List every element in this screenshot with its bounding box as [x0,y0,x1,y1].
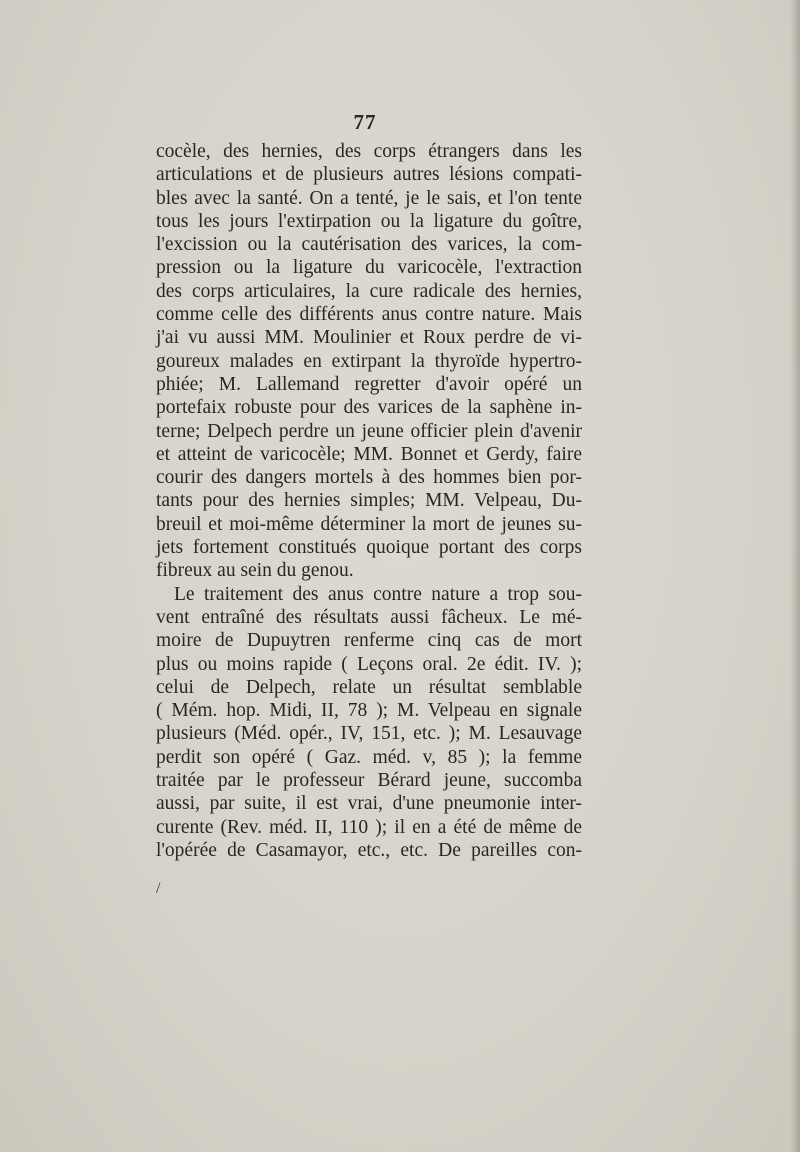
text-line: breuil et moi-même déterminer la mort de jeunes su- [156,513,582,535]
text-line: jets fortement constitués quoique portant des corps [156,537,582,559]
text-line: curente (Rev. méd. II, 110 ); il en a été de même de [156,816,582,838]
text-line: traitée par le professeur Bérard jeune, succomba [156,770,582,792]
text-line: portefaix robuste pour des varices de la saphène in- [156,397,582,419]
text-line: goureux malades en extirpant la thyroïde hypertro- [156,350,582,372]
text-line: phiée; M. Lallemand regretter d'avoir opéré un [156,373,582,395]
text-line: plus ou moins rapide ( Leçons oral. 2e édit. IV. ); [156,653,582,675]
paragraph-start-line: Le traitement des anus contre nature a trop sou- [174,583,582,605]
text-line: moire de Dupuytren renferme cinq cas de mort [156,630,582,652]
text-line: et atteint de varicocèle; MM. Bonnet et Gerdy, faire [156,443,582,465]
page-edge-shadow [790,0,800,1152]
text-line: tants pour des hernies simples; MM. Velpeau, Du- [156,490,582,512]
text-line: terne; Delpech perdre un jeune officier plein d'avenir [156,420,582,442]
text-line: perdit son opéré ( Gaz. méd. v, 85 ); la femme [156,746,582,768]
text-line: comme celle des différents anus contre nature. Mais [156,304,582,326]
text-line: vent entraîné des résultats aussi fâcheux. Le mé- [156,606,582,628]
text-line: l'excission ou la cautérisation des varices, la com- [156,234,582,256]
text-line: courir des dangers mortels à des hommes bien por- [156,467,582,489]
page-number: 77 [353,110,377,134]
text-line: aussi, par suite, il est vrai, d'une pneumonie inter- [156,793,582,815]
body-text [156,140,582,862]
text-line: ( Mém. hop. Midi, II, 78 ); M. Velpeau en signale [156,700,582,722]
text-line: j'ai vu aussi MM. Moulinier et Roux perdre de vi- [156,327,582,349]
text-line: plusieurs (Méd. opér., IV, 151, etc. ); M. Lesauvage [156,723,582,745]
stray-ink-mark: / [156,880,161,897]
text-line: l'opérée de Casamayor, etc., etc. De pareilles con- [156,839,582,861]
text-line: pression ou la ligature du varicocèle, l'extraction [156,257,582,279]
text-line: des corps articulaires, la cure radicale des hernies, [156,280,582,302]
paragraph-end-line: fibreux au sein du genou. [156,560,354,582]
text-line: articulations et de plusieurs autres lésions compati- [156,164,582,186]
text-line: cocèle, des hernies, des corps étrangers dans les [156,141,582,162]
text-line: celui de Delpech, relate un résultat semblable [156,676,582,698]
text-line: tous les jours l'extirpation ou la ligature du goître, [156,210,582,232]
text-line: bles avec la santé. On a tenté, je le sais, et l'on tente [156,187,582,209]
